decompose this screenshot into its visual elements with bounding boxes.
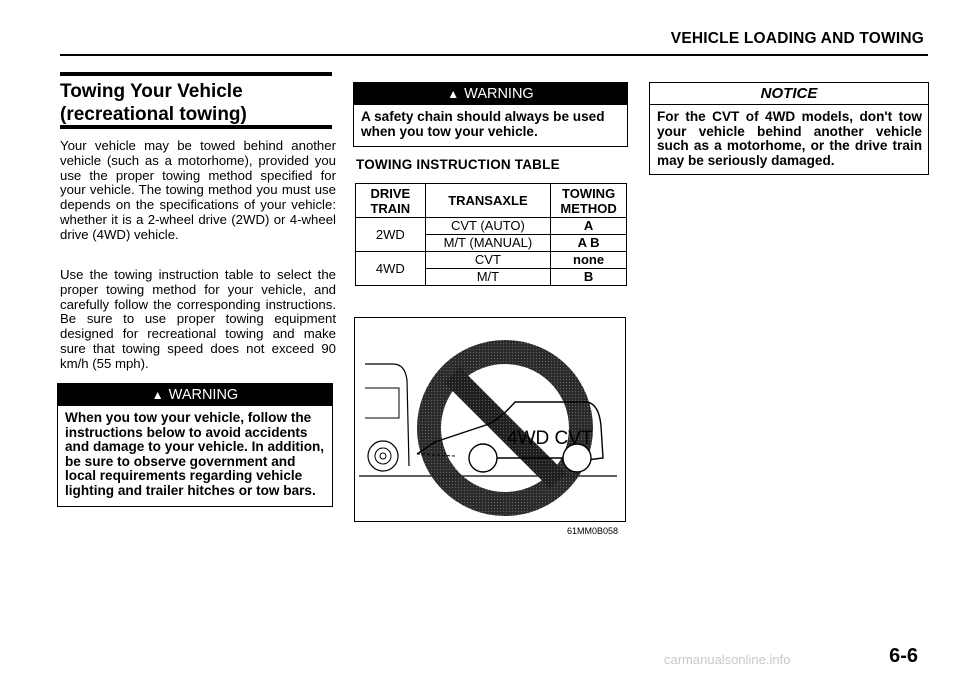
header-towing-method: TOWING METHOD <box>551 184 627 218</box>
page-header-title: VEHICLE LOADING AND TOWING <box>670 30 924 47</box>
method-cell: A <box>551 218 627 235</box>
warning-triangle-icon: ▲ <box>151 388 164 402</box>
section-rule-bottom <box>60 125 332 129</box>
drive-train-cell: 2WD <box>356 218 426 252</box>
warning-triangle-icon: ▲ <box>447 87 460 101</box>
table-row <box>356 218 627 235</box>
motorhome-wheel-icon <box>368 441 398 471</box>
section-title-line2: (recreational towing) <box>60 104 247 125</box>
page-number: 6-6 <box>889 645 918 667</box>
method-cell: B <box>551 269 627 286</box>
table-header-row <box>356 184 627 218</box>
transaxle-cell: M/T (MANUAL) <box>425 235 551 252</box>
warning-box-safety-chain <box>353 82 628 147</box>
no-towing-illustration <box>354 317 626 522</box>
table-row <box>356 252 627 269</box>
method-cell: A B <box>551 235 627 252</box>
warning-text: When you tow your vehicle, follow the instructions below to avoid accidents and damage to your vehicle. In addition, be sure to observe government and local requirements regarding vehicle lighting and trailer hitches or tow bars. <box>65 410 325 498</box>
warning-box-tow-instructions <box>57 383 333 507</box>
watermark: carmanualsonline.info <box>664 652 791 667</box>
warning-text: A safety chain should always be used when you tow your vehicle. <box>361 109 605 139</box>
towing-instruction-table <box>355 183 627 286</box>
warning-label: WARNING <box>168 387 239 403</box>
intro-paragraph: Your vehicle may be towed behind another vehicle (such as a motorhome), provided you use the proper towing method specified for your vehicle. The towing method you must use depends on the specifications of your vehicle: whether it is a 2-wheel drive (2WD) or 4-wheel drive (4WD) vehicle. <box>60 138 336 242</box>
section-title-line1: Towing Your Vehicle <box>60 81 243 102</box>
method-cell: none <box>551 252 627 269</box>
drive-train-cell: 4WD <box>356 252 426 286</box>
towing-table-title: TOWING INSTRUCTION TABLE <box>356 157 560 172</box>
vehicle-label: 4WD CVT <box>507 428 593 449</box>
front-wheel-icon <box>469 444 497 472</box>
notice-text: For the CVT of 4WD models, don't tow your vehicle behind another vehicle such as a motorhome, or the drive train may be seriously damaged. <box>657 109 922 168</box>
motorhome-outline <box>365 364 409 466</box>
header-transaxle: TRANSAXLE <box>425 184 551 218</box>
transaxle-cell: CVT <box>425 252 551 269</box>
header-rule <box>60 54 928 56</box>
warning-header <box>354 83 627 105</box>
warning-header <box>58 384 332 406</box>
instruction-paragraph: Use the towing instruction table to select the proper towing method for your vehicle, and carefully follow the corresponding instructions. Be sure to use proper towing equipment designed for recreational towing and make sure that towing speed does not exceed 90 km/h (55 mph). <box>60 267 336 371</box>
notice-box <box>649 82 929 175</box>
section-rule-top <box>60 72 332 76</box>
prohibited-tow-graphic <box>355 318 624 520</box>
transaxle-cell: CVT (AUTO) <box>425 218 551 235</box>
figure-code: 61MM0B058 <box>567 526 619 536</box>
notice-label: NOTICE <box>650 83 928 105</box>
section-title <box>60 80 332 126</box>
header-drive-train: DRIVE TRAIN <box>356 184 426 218</box>
warning-label: WARNING <box>464 86 534 102</box>
motorhome-window <box>365 388 399 418</box>
transaxle-cell: M/T <box>425 269 551 286</box>
